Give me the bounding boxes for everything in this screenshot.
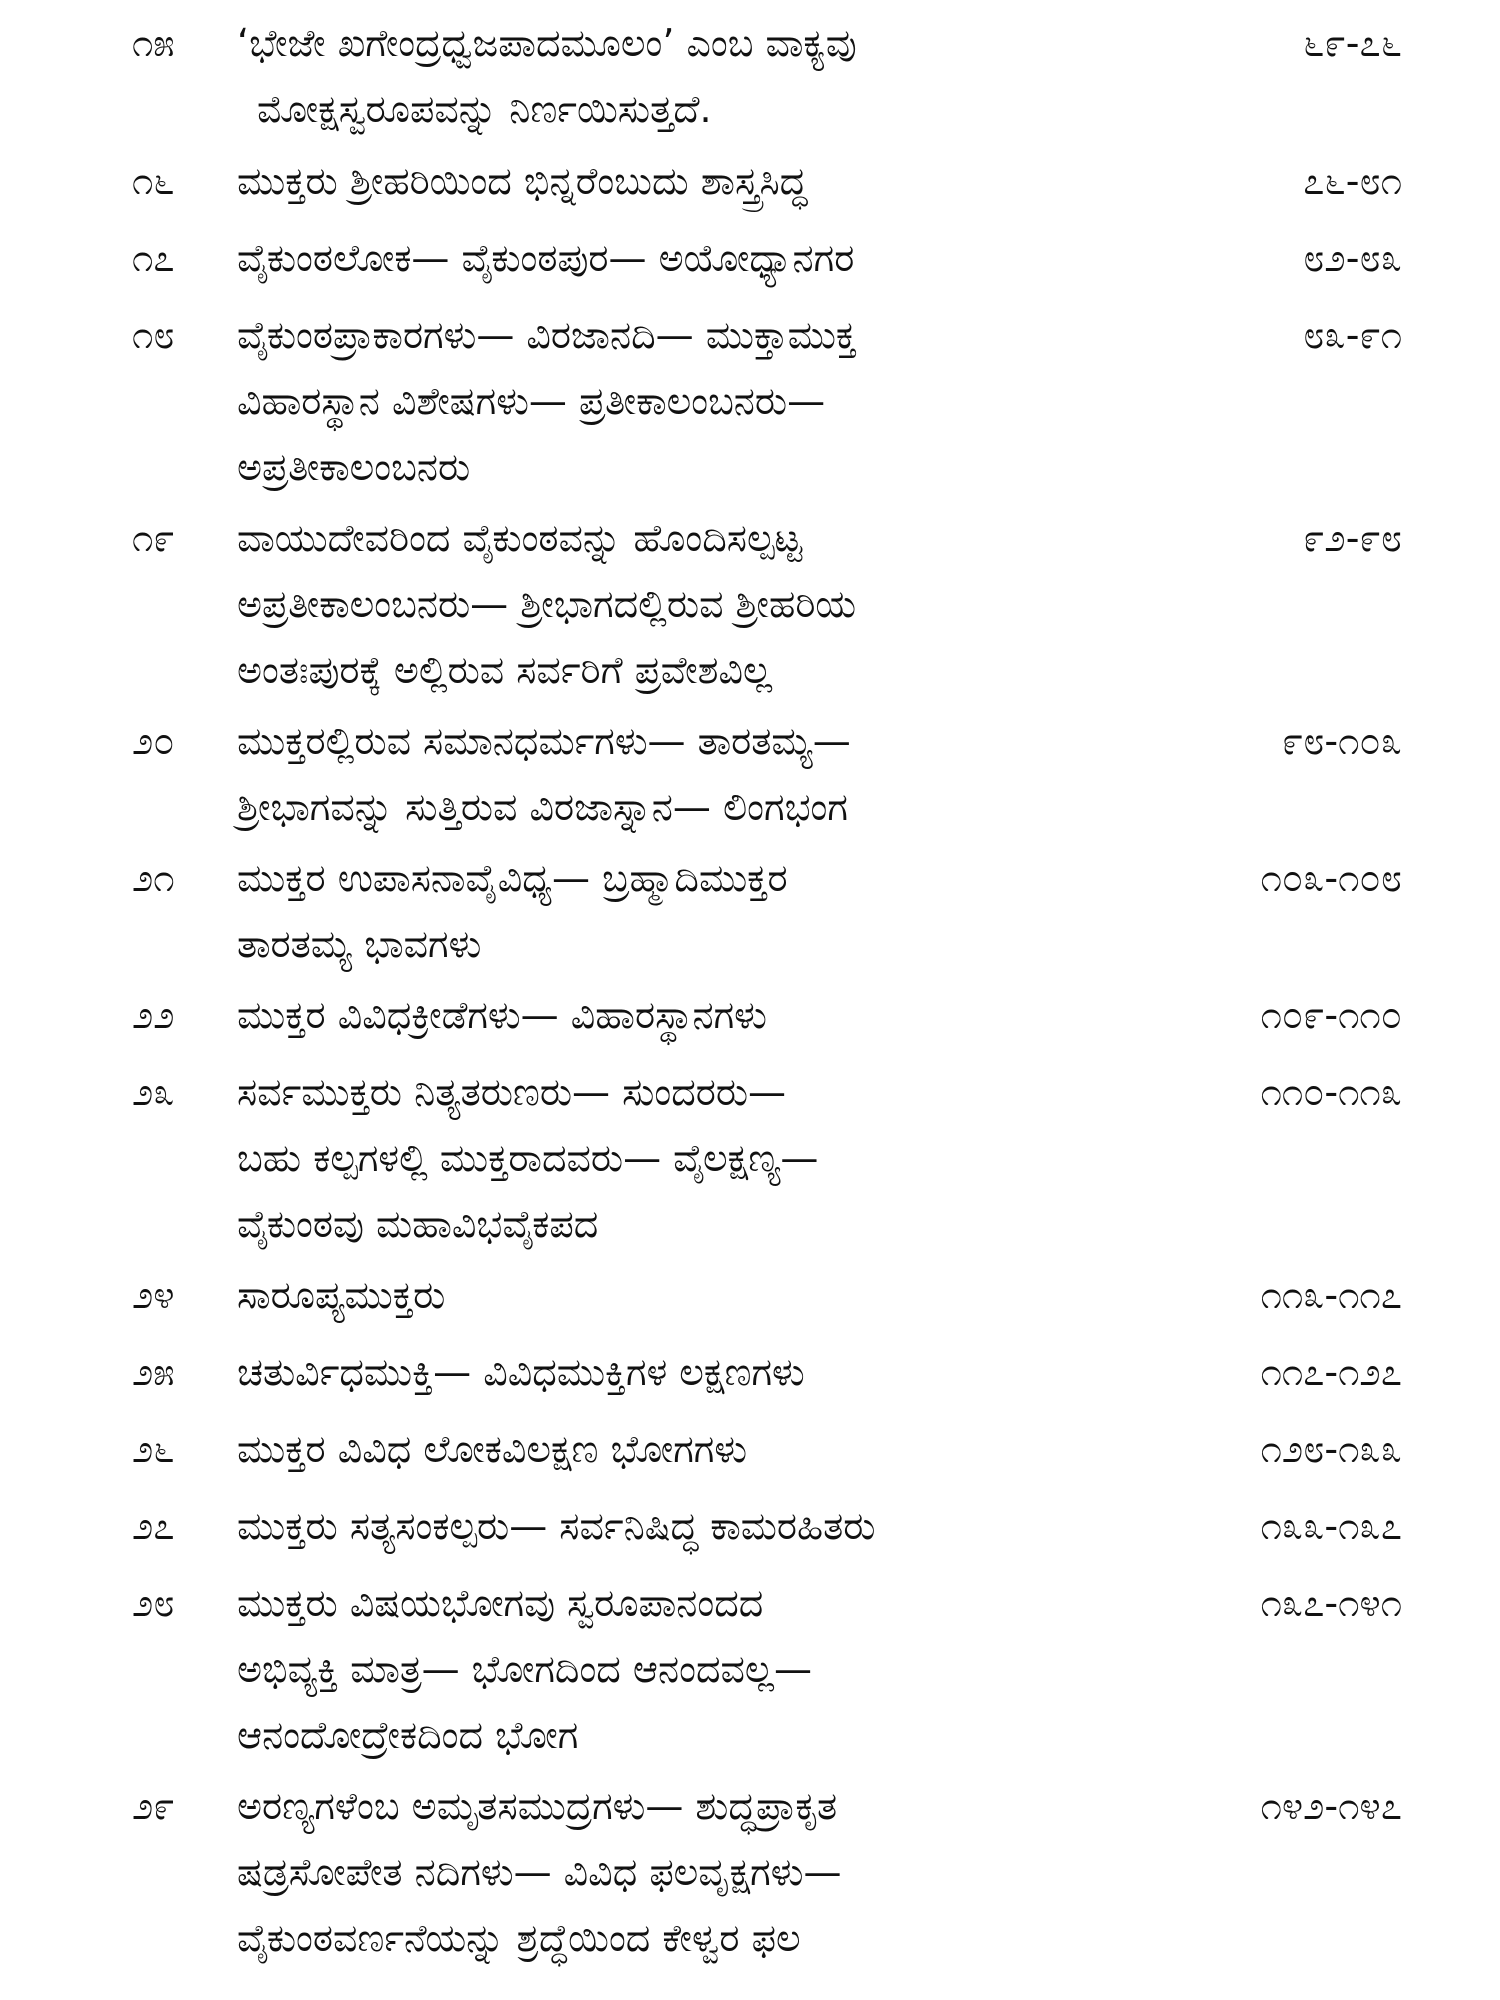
entry-number: ೨೪ bbox=[132, 1273, 175, 1317]
entry-number: ೨೫ bbox=[132, 1350, 175, 1394]
entry-page-range: ೧೩೭-೧೪೧ bbox=[1260, 1581, 1402, 1625]
entry-title-line: ‘ಭೇಜೇ ಖಗೇಂದ್ರಧ್ವಜಪಾದಮೂಲಂ’ ಎಂಬ ವಾಕ್ಯವು bbox=[237, 21, 857, 65]
entry-title bbox=[237, 148, 1117, 214]
entry-number: ೧೬ bbox=[132, 159, 175, 203]
entry-title-line: ಅಪ್ರತೀಕಾಲಂಬನರು— ಶ್ರೀಭಾಗದಲ್ಲಿರುವ ಶ್ರೀಹರಿಯ bbox=[237, 582, 857, 626]
entry-title-line: ತಾರತಮ್ಯ ಭಾವಗಳು bbox=[237, 922, 482, 966]
entry-title-line: ಸರ್ವಮುಕ್ತರು ನಿತ್ಯತರುಣರು— ಸುಂದರರು— bbox=[237, 1070, 787, 1114]
entry-number: ೨೦ bbox=[132, 719, 175, 763]
entry-number: ೧೮ bbox=[132, 313, 175, 357]
entry-title bbox=[237, 1339, 1117, 1405]
entry-number: ೨೬ bbox=[132, 1427, 175, 1471]
entry-title-line: ಚತುರ್ವಿಧಮುಕ್ತಿ— ವಿವಿಧಮುಕ್ತಿಗಳ ಲಕ್ಷಣಗಳು bbox=[237, 1350, 805, 1394]
entry-title bbox=[237, 225, 1117, 291]
entry-number: ೨೩ bbox=[132, 1070, 175, 1114]
entry-title-line: ವೈಕುಂಠಪ್ರಾಕಾರಗಳು— ವಿರಜಾನದಿ— ಮುಕ್ತಾಮುಕ್ತ bbox=[237, 313, 857, 357]
entry-title-line: ವೈಕುಂಠಲೋಕ— ವೈಕುಂಠಪುರ— ಅಯೋಧ್ಯಾನಗರ bbox=[237, 236, 855, 280]
entry-page-range: ೧೪೨-೧೪೭ bbox=[1260, 1784, 1402, 1828]
entry-number: ೧೯ bbox=[132, 516, 175, 560]
entry-title-line: ವೈಕುಂಠವು ಮಹಾವಿಭವೈಕಪದ bbox=[237, 1202, 599, 1246]
entry-title-line: ಷಡ್ರಸೋಪೇತ ನದಿಗಳು— ವಿವಿಧ ಫಲವೃಕ್ಷಗಳು— bbox=[237, 1850, 842, 1894]
entry-title-line: ಮೋಕ್ಷಸ್ವರೂಪವನ್ನು ನಿರ್ಣಯಿಸುತ್ತದೆ. bbox=[257, 87, 712, 131]
entry-title-line: ಮುಕ್ತರ ಉಪಾಸನಾವೈವಿಧ್ಯ— ಬ್ರಹ್ಮಾದಿಮುಕ್ತರ bbox=[237, 856, 788, 900]
entry-title-line: ಅರಣ್ಯಗಳೆಂಬ ಅಮೃತಸಮುದ್ರಗಳು— ಶುದ್ಧಪ್ರಾಕೃತ bbox=[237, 1784, 838, 1828]
entry-number: ೨೮ bbox=[132, 1581, 175, 1625]
entry-number: ೧೫ bbox=[132, 21, 175, 65]
entry-title-line: ಮುಕ್ತರು ವಿಷಯಭೋಗವು ಸ್ವರೂಪಾನಂದದ bbox=[237, 1581, 764, 1625]
entry-page-range: ೯೨-೯೮ bbox=[1303, 516, 1402, 560]
entry-number: ೨೧ bbox=[132, 856, 175, 900]
entry-page-range: ೧೧೩-೧೧೭ bbox=[1260, 1273, 1402, 1317]
entry-page-range: ೧೦೩-೧೦೮ bbox=[1260, 856, 1402, 900]
entry-number: ೨೨ bbox=[132, 993, 175, 1037]
entry-page-range: ೧೦೯-೧೧೦ bbox=[1260, 993, 1402, 1037]
entry-title-line: ಮುಕ್ತರ ವಿವಿಧ ಲೋಕವಿಲಕ್ಷಣ ಭೋಗಗಳು bbox=[237, 1427, 748, 1471]
entry-number: ೨೭ bbox=[132, 1504, 175, 1548]
entry-title-line: ಮುಕ್ತರಲ್ಲಿರುವ ಸಮಾನಧರ್ಮಗಳು— ತಾರತಮ್ಯ— bbox=[237, 719, 851, 763]
entry-title-line: ವಾಯುದೇವರಿಂದ ವೈಕುಂಠವನ್ನು ಹೊಂದಿಸಲ್ಪಟ್ಟ bbox=[237, 516, 803, 560]
entry-title bbox=[237, 1059, 1117, 1257]
entry-title-line: ವಿಹಾರಸ್ಥಾನ ವಿಶೇಷಗಳು— ಪ್ರತೀಕಾಲಂಬನರು— bbox=[237, 379, 826, 423]
entry-title-line: ಮುಕ್ತರು ಸತ್ಯಸಂಕಲ್ಪರು— ಸರ್ವನಿಷಿದ್ಧ ಕಾಮರಹಿತರು bbox=[237, 1504, 876, 1548]
entry-title-line: ಬಹು ಕಲ್ಪಗಳಲ್ಲಿ ಮುಕ್ತರಾದವರು— ವೈಲಕ್ಷಣ್ಯ— bbox=[237, 1136, 819, 1180]
entry-title-line: ವೈಕುಂಠವರ್ಣನೆಯನ್ನು ಶ್ರದ್ಧೆಯಿಂದ ಕೇಳ್ವರ ಫಲ bbox=[237, 1916, 801, 1960]
entry-title bbox=[237, 1773, 1117, 1971]
entry-title-line: ಅಭಿವ್ಯಕ್ತಿ ಮಾತ್ರ— ಭೋಗದಿಂದ ಆನಂದವಲ್ಲ— bbox=[237, 1647, 813, 1691]
entry-page-range: ೮೨-೮೩ bbox=[1303, 236, 1402, 280]
entry-title bbox=[237, 302, 1117, 500]
entry-page-range: ೮೩-೯೧ bbox=[1303, 313, 1402, 357]
entry-number: ೧೭ bbox=[132, 236, 175, 280]
entry-page-range: ೧೩೩-೧೩೭ bbox=[1260, 1504, 1402, 1548]
entry-title-line: ಶ್ರೀಭಾಗವನ್ನು ಸುತ್ತಿರುವ ವಿರಜಾಸ್ನಾನ— ಲಿಂಗಭಂಗ bbox=[237, 785, 848, 829]
entry-title-line: ಮುಕ್ತರು ಶ್ರೀಹರಿಯಿಂದ ಭಿನ್ನರೆಂಬುದು ಶಾಸ್ತ್ರಸಿದ್ಧ bbox=[237, 159, 808, 203]
entry-title-line: ಅಪ್ರತೀಕಾಲಂಬನರು bbox=[237, 445, 471, 489]
entry-page-range: ೧೧೭-೧೨೭ bbox=[1260, 1350, 1402, 1394]
entry-title-line: ಆನಂದೋದ್ರೇಕದಿಂದ ಭೋಗ bbox=[237, 1713, 579, 1757]
entry-title bbox=[237, 1416, 1117, 1482]
entry-title bbox=[237, 1493, 1117, 1559]
entry-title bbox=[237, 1262, 1117, 1328]
entry-title bbox=[237, 505, 1117, 703]
entry-page-range: ೭೬-೮೧ bbox=[1303, 159, 1402, 203]
entry-page-range: ೯೮-೧೦೩ bbox=[1281, 719, 1402, 763]
entry-title bbox=[237, 845, 1117, 977]
entry-number: ೨೯ bbox=[132, 1784, 175, 1828]
entry-title-line: ಸಾರೂಪ್ಯಮುಕ್ತರು bbox=[237, 1273, 446, 1317]
entry-title-line: ಮುಕ್ತರ ವಿವಿಧಕ್ರೀಡೆಗಳು— ವಿಹಾರಸ್ಥಾನಗಳು bbox=[237, 993, 767, 1037]
entry-title-line: ಅಂತಃಪುರಕ್ಕೆ ಅಲ್ಲಿರುವ ಸರ್ವರಿಗೆ ಪ್ರವೇಶವಿಲ್ಲ bbox=[237, 648, 773, 692]
entry-page-range: ೬೯-೭೬ bbox=[1303, 21, 1402, 65]
entry-title bbox=[237, 982, 1117, 1048]
entry-title bbox=[237, 10, 1117, 142]
entry-page-range: ೧೧೦-೧೧೩ bbox=[1260, 1070, 1402, 1114]
entry-title bbox=[237, 708, 1117, 840]
entry-title bbox=[237, 1570, 1117, 1768]
entry-page-range: ೧೨೮-೧೩೩ bbox=[1260, 1427, 1402, 1471]
